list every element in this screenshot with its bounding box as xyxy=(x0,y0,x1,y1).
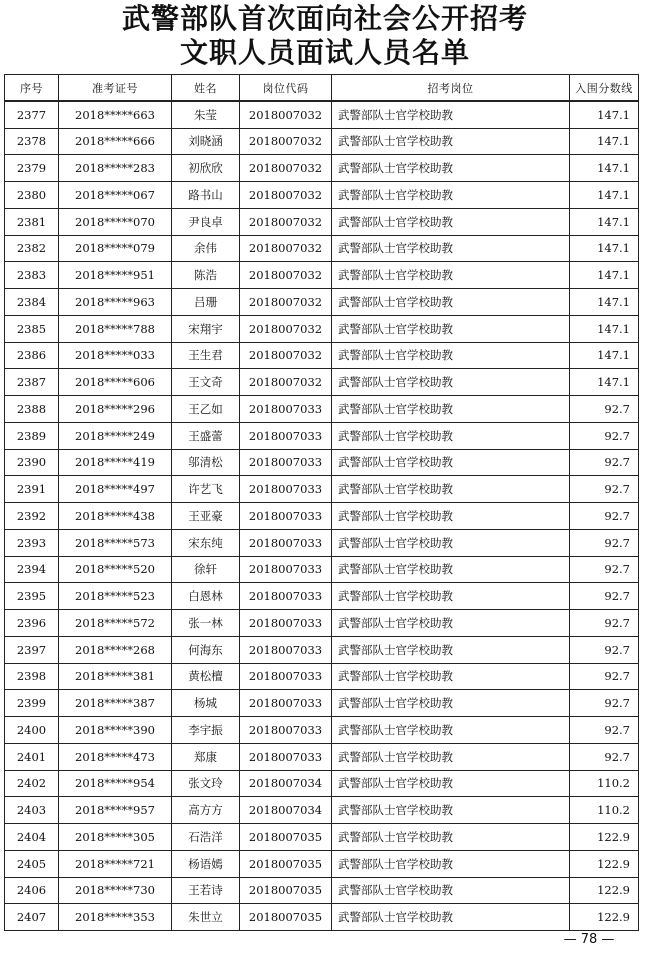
cell-name: 何海东 xyxy=(172,636,240,663)
cell-name: 白恩林 xyxy=(172,583,240,610)
cell-position: 武警部队士官学校助教 xyxy=(332,556,570,583)
cell-position: 武警部队士官学校助教 xyxy=(332,155,570,182)
cell-position-code: 2018007032 xyxy=(240,182,332,209)
cell-name: 李宇振 xyxy=(172,717,240,744)
cell-position-code: 2018007033 xyxy=(240,556,332,583)
cell-position: 武警部队士官学校助教 xyxy=(332,610,570,637)
cell-cutoff-score: 92.7 xyxy=(570,717,639,744)
cell-cutoff-score: 92.7 xyxy=(570,422,639,449)
table-row xyxy=(5,182,639,209)
cell-ticket-number: 2018*****067 xyxy=(59,182,172,209)
cell-position: 武警部队士官学校助教 xyxy=(332,824,570,851)
table-row xyxy=(5,208,639,235)
table-row xyxy=(5,101,639,128)
cell-name: 黄松檀 xyxy=(172,663,240,690)
cell-cutoff-score: 147.1 xyxy=(570,369,639,396)
cell-name: 初欣欣 xyxy=(172,155,240,182)
cell-position-code: 2018007032 xyxy=(240,369,332,396)
cell-ticket-number: 2018*****353 xyxy=(59,904,172,931)
cell-name: 路书山 xyxy=(172,182,240,209)
cell-position: 武警部队士官学校助教 xyxy=(332,797,570,824)
table-header-row xyxy=(5,75,639,102)
cell-cutoff-score: 92.7 xyxy=(570,556,639,583)
cell-position: 武警部队士官学校助教 xyxy=(332,128,570,155)
cell-cutoff-score: 92.7 xyxy=(570,503,639,530)
table-row xyxy=(5,690,639,717)
cell-name: 石浩洋 xyxy=(172,824,240,851)
interview-roster-table xyxy=(4,74,639,931)
cell-position: 武警部队士官学校助教 xyxy=(332,422,570,449)
cell-name: 吕珊 xyxy=(172,289,240,316)
cell-cutoff-score: 122.9 xyxy=(570,904,639,931)
cell-name: 王亚豪 xyxy=(172,503,240,530)
cell-name: 陈浩 xyxy=(172,262,240,289)
cell-serial-number: 2405 xyxy=(5,850,59,877)
cell-serial-number: 2402 xyxy=(5,770,59,797)
cell-name: 许艺飞 xyxy=(172,476,240,503)
cell-serial-number: 2378 xyxy=(5,128,59,155)
cell-cutoff-score: 122.9 xyxy=(570,877,639,904)
cell-cutoff-score: 147.1 xyxy=(570,342,639,369)
cell-serial-number: 2383 xyxy=(5,262,59,289)
table-row xyxy=(5,663,639,690)
cell-position: 武警部队士官学校助教 xyxy=(332,717,570,744)
cell-cutoff-score: 147.1 xyxy=(570,155,639,182)
table-row xyxy=(5,289,639,316)
cell-name: 高方方 xyxy=(172,797,240,824)
cell-ticket-number: 2018*****419 xyxy=(59,449,172,476)
table-row xyxy=(5,904,639,931)
cell-position-code: 2018007033 xyxy=(240,422,332,449)
cell-cutoff-score: 147.1 xyxy=(570,182,639,209)
cell-name: 郑康 xyxy=(172,743,240,770)
cell-name: 宋东纯 xyxy=(172,529,240,556)
cell-position-code: 2018007032 xyxy=(240,235,332,262)
cell-cutoff-score: 92.7 xyxy=(570,449,639,476)
cell-position-code: 2018007035 xyxy=(240,904,332,931)
cell-position-code: 2018007032 xyxy=(240,289,332,316)
table-row xyxy=(5,583,639,610)
cell-serial-number: 2390 xyxy=(5,449,59,476)
cell-ticket-number: 2018*****666 xyxy=(59,128,172,155)
table-row xyxy=(5,449,639,476)
cell-ticket-number: 2018*****954 xyxy=(59,770,172,797)
cell-position-code: 2018007035 xyxy=(240,850,332,877)
cell-position: 武警部队士官学校助教 xyxy=(332,583,570,610)
cell-position-code: 2018007033 xyxy=(240,476,332,503)
cell-ticket-number: 2018*****963 xyxy=(59,289,172,316)
cell-cutoff-score: 122.9 xyxy=(570,824,639,851)
cell-name: 朱世立 xyxy=(172,904,240,931)
cell-position-code: 2018007033 xyxy=(240,503,332,530)
cell-position: 武警部队士官学校助教 xyxy=(332,235,570,262)
cell-ticket-number: 2018*****730 xyxy=(59,877,172,904)
cell-ticket-number: 2018*****721 xyxy=(59,850,172,877)
cell-name: 徐轩 xyxy=(172,556,240,583)
cell-position: 武警部队士官学校助教 xyxy=(332,877,570,904)
cell-serial-number: 2398 xyxy=(5,663,59,690)
table-row xyxy=(5,636,639,663)
cell-serial-number: 2406 xyxy=(5,877,59,904)
cell-position: 武警部队士官学校助教 xyxy=(332,289,570,316)
title-line-1: 武警部队首次面向社会公开招考 xyxy=(121,2,528,35)
cell-cutoff-score: 147.1 xyxy=(570,101,639,128)
cell-position-code: 2018007035 xyxy=(240,877,332,904)
cell-ticket-number: 2018*****497 xyxy=(59,476,172,503)
cell-position-code: 2018007032 xyxy=(240,101,332,128)
cell-cutoff-score: 147.1 xyxy=(570,235,639,262)
cell-serial-number: 2386 xyxy=(5,342,59,369)
cell-ticket-number: 2018*****520 xyxy=(59,556,172,583)
cell-position-code: 2018007032 xyxy=(240,128,332,155)
cell-position: 武警部队士官学校助教 xyxy=(332,342,570,369)
cell-position-code: 2018007033 xyxy=(240,610,332,637)
cell-ticket-number: 2018*****573 xyxy=(59,529,172,556)
cell-cutoff-score: 147.1 xyxy=(570,128,639,155)
cell-serial-number: 2397 xyxy=(5,636,59,663)
cell-position-code: 2018007032 xyxy=(240,208,332,235)
cell-position: 武警部队士官学校助教 xyxy=(332,315,570,342)
cell-position: 武警部队士官学校助教 xyxy=(332,850,570,877)
cell-position: 武警部队士官学校助教 xyxy=(332,182,570,209)
cell-position-code: 2018007034 xyxy=(240,770,332,797)
cell-position: 武警部队士官学校助教 xyxy=(332,770,570,797)
cell-serial-number: 2387 xyxy=(5,369,59,396)
cell-position-code: 2018007032 xyxy=(240,262,332,289)
cell-ticket-number: 2018*****249 xyxy=(59,422,172,449)
cell-name: 刘晓涵 xyxy=(172,128,240,155)
table-row xyxy=(5,824,639,851)
cell-cutoff-score: 92.7 xyxy=(570,743,639,770)
cell-name: 王生君 xyxy=(172,342,240,369)
cell-position: 武警部队士官学校助教 xyxy=(332,904,570,931)
table-row xyxy=(5,235,639,262)
cell-position: 武警部队士官学校助教 xyxy=(332,369,570,396)
cell-ticket-number: 2018*****390 xyxy=(59,717,172,744)
cell-serial-number: 2407 xyxy=(5,904,59,931)
cell-name: 张一林 xyxy=(172,610,240,637)
table-row xyxy=(5,155,639,182)
cell-position: 武警部队士官学校助教 xyxy=(332,396,570,423)
cell-position-code: 2018007032 xyxy=(240,342,332,369)
cell-position: 武警部队士官学校助教 xyxy=(332,636,570,663)
cell-serial-number: 2400 xyxy=(5,717,59,744)
cell-position-code: 2018007032 xyxy=(240,155,332,182)
cell-serial-number: 2389 xyxy=(5,422,59,449)
cell-ticket-number: 2018*****957 xyxy=(59,797,172,824)
cell-serial-number: 2404 xyxy=(5,824,59,851)
cell-cutoff-score: 147.1 xyxy=(570,208,639,235)
cell-name: 尹良卓 xyxy=(172,208,240,235)
cell-position-code: 2018007033 xyxy=(240,717,332,744)
cell-ticket-number: 2018*****387 xyxy=(59,690,172,717)
table-row xyxy=(5,503,639,530)
cell-position: 武警部队士官学校助教 xyxy=(332,690,570,717)
table-row xyxy=(5,128,639,155)
table-row xyxy=(5,610,639,637)
header-name: 姓名 xyxy=(172,75,240,102)
cell-serial-number: 2391 xyxy=(5,476,59,503)
cell-name: 宋翔宇 xyxy=(172,315,240,342)
cell-cutoff-score: 110.2 xyxy=(570,770,639,797)
cell-name: 王盛蕾 xyxy=(172,422,240,449)
cell-ticket-number: 2018*****951 xyxy=(59,262,172,289)
cell-cutoff-score: 122.9 xyxy=(570,850,639,877)
cell-serial-number: 2401 xyxy=(5,743,59,770)
cell-ticket-number: 2018*****033 xyxy=(59,342,172,369)
cell-ticket-number: 2018*****305 xyxy=(59,824,172,851)
table-row xyxy=(5,850,639,877)
cell-serial-number: 2377 xyxy=(5,101,59,128)
table-row xyxy=(5,556,639,583)
cell-ticket-number: 2018*****296 xyxy=(59,396,172,423)
table-row xyxy=(5,717,639,744)
cell-position-code: 2018007033 xyxy=(240,743,332,770)
table-row xyxy=(5,476,639,503)
cell-name: 王文奇 xyxy=(172,369,240,396)
cell-position-code: 2018007033 xyxy=(240,396,332,423)
cell-serial-number: 2393 xyxy=(5,529,59,556)
cell-ticket-number: 2018*****268 xyxy=(59,636,172,663)
cell-position-code: 2018007033 xyxy=(240,449,332,476)
table-row xyxy=(5,529,639,556)
cell-serial-number: 2380 xyxy=(5,182,59,209)
cell-position-code: 2018007033 xyxy=(240,636,332,663)
page-number: — 78 — xyxy=(563,932,615,947)
cell-serial-number: 2384 xyxy=(5,289,59,316)
cell-name: 朱莹 xyxy=(172,101,240,128)
cell-serial-number: 2399 xyxy=(5,690,59,717)
table-row xyxy=(5,342,639,369)
cell-serial-number: 2379 xyxy=(5,155,59,182)
cell-ticket-number: 2018*****070 xyxy=(59,208,172,235)
header-cutoff-score: 入围分数线 xyxy=(570,75,639,102)
cell-cutoff-score: 147.1 xyxy=(570,315,639,342)
cell-ticket-number: 2018*****572 xyxy=(59,610,172,637)
cell-name: 王乙如 xyxy=(172,396,240,423)
cell-cutoff-score: 147.1 xyxy=(570,262,639,289)
header-serial-number: 序号 xyxy=(5,75,59,102)
cell-name: 张文玲 xyxy=(172,770,240,797)
table-row xyxy=(5,770,639,797)
cell-serial-number: 2385 xyxy=(5,315,59,342)
cell-ticket-number: 2018*****606 xyxy=(59,369,172,396)
cell-serial-number: 2388 xyxy=(5,396,59,423)
cell-name: 余伟 xyxy=(172,235,240,262)
cell-ticket-number: 2018*****381 xyxy=(59,663,172,690)
cell-serial-number: 2382 xyxy=(5,235,59,262)
table-row xyxy=(5,315,639,342)
cell-position: 武警部队士官学校助教 xyxy=(332,262,570,289)
cell-cutoff-score: 92.7 xyxy=(570,690,639,717)
cell-ticket-number: 2018*****283 xyxy=(59,155,172,182)
cell-position-code: 2018007033 xyxy=(240,529,332,556)
cell-position-code: 2018007033 xyxy=(240,663,332,690)
cell-position: 武警部队士官学校助教 xyxy=(332,476,570,503)
cell-position-code: 2018007033 xyxy=(240,583,332,610)
cell-name: 杨城 xyxy=(172,690,240,717)
cell-position: 武警部队士官学校助教 xyxy=(332,529,570,556)
cell-cutoff-score: 147.1 xyxy=(570,289,639,316)
cell-position: 武警部队士官学校助教 xyxy=(332,503,570,530)
table-row xyxy=(5,262,639,289)
cell-position-code: 2018007033 xyxy=(240,690,332,717)
cell-ticket-number: 2018*****523 xyxy=(59,583,172,610)
cell-serial-number: 2392 xyxy=(5,503,59,530)
cell-name: 王若诗 xyxy=(172,877,240,904)
table-row xyxy=(5,797,639,824)
cell-position: 武警部队士官学校助教 xyxy=(332,663,570,690)
cell-serial-number: 2394 xyxy=(5,556,59,583)
cell-cutoff-score: 92.7 xyxy=(570,396,639,423)
cell-position: 武警部队士官学校助教 xyxy=(332,449,570,476)
cell-ticket-number: 2018*****079 xyxy=(59,235,172,262)
cell-serial-number: 2381 xyxy=(5,208,59,235)
cell-name: 邬清松 xyxy=(172,449,240,476)
cell-position-code: 2018007032 xyxy=(240,315,332,342)
cell-serial-number: 2396 xyxy=(5,610,59,637)
cell-cutoff-score: 92.7 xyxy=(570,636,639,663)
table-row xyxy=(5,369,639,396)
cell-ticket-number: 2018*****663 xyxy=(59,101,172,128)
table-row xyxy=(5,743,639,770)
table-row xyxy=(5,396,639,423)
cell-cutoff-score: 92.7 xyxy=(570,476,639,503)
cell-ticket-number: 2018*****788 xyxy=(59,315,172,342)
cell-position: 武警部队士官学校助教 xyxy=(332,743,570,770)
table-body xyxy=(5,101,639,930)
cell-position: 武警部队士官学校助教 xyxy=(332,208,570,235)
cell-position-code: 2018007034 xyxy=(240,797,332,824)
cell-ticket-number: 2018*****438 xyxy=(59,503,172,530)
cell-cutoff-score: 92.7 xyxy=(570,529,639,556)
table-row xyxy=(5,422,639,449)
title-line-2: 文职人员面试人员名单 xyxy=(179,36,470,69)
cell-name: 杨语嫣 xyxy=(172,850,240,877)
header-ticket-number: 准考证号 xyxy=(59,75,172,102)
cell-cutoff-score: 110.2 xyxy=(570,797,639,824)
header-position: 招考岗位 xyxy=(332,75,570,102)
cell-position-code: 2018007035 xyxy=(240,824,332,851)
cell-cutoff-score: 92.7 xyxy=(570,663,639,690)
cell-serial-number: 2395 xyxy=(5,583,59,610)
table-row xyxy=(5,877,639,904)
cell-cutoff-score: 92.7 xyxy=(570,610,639,637)
header-position-code: 岗位代码 xyxy=(240,75,332,102)
cell-position: 武警部队士官学校助教 xyxy=(332,101,570,128)
cell-cutoff-score: 92.7 xyxy=(570,583,639,610)
cell-serial-number: 2403 xyxy=(5,797,59,824)
cell-ticket-number: 2018*****473 xyxy=(59,743,172,770)
